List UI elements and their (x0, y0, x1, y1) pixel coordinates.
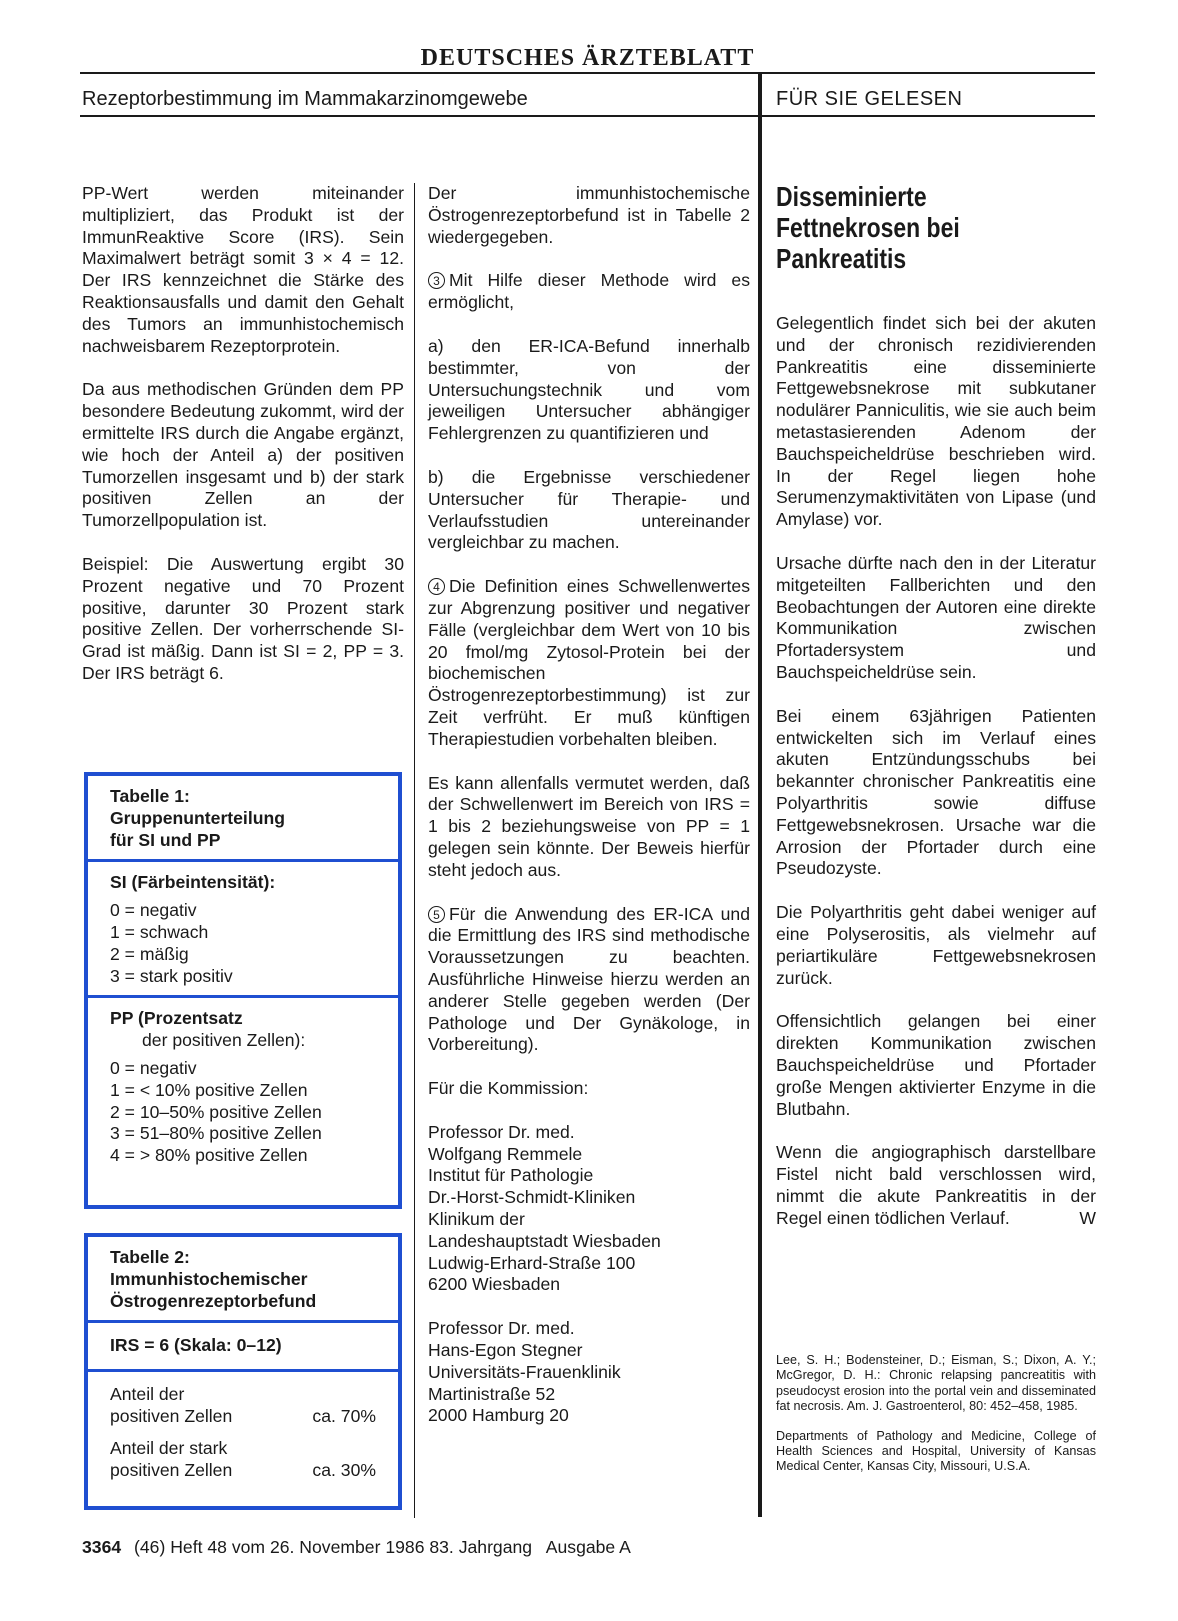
row-label: positiven Zellen (110, 1405, 233, 1426)
irs-value: IRS = 6 (Skala: 0–12) (110, 1335, 282, 1356)
list-item: 4 = > 80% positive Zellen (110, 1145, 308, 1166)
paragraph: Ursache dürfte nach den in der Literatur mitgeteilten Fallberichten und den Beobachtungen der Autoren eine direkte Kommunikation zwischen Pfortadersystem und Bauchspeicheldrüse sein. (776, 552, 1096, 682)
row-value: ca. 30% (312, 1459, 376, 1480)
pp-subheading: der positiven Zellen): (142, 1030, 306, 1051)
header-rule (80, 115, 1095, 117)
column-divider-thin (414, 183, 415, 1518)
paragraph (428, 576, 750, 750)
paragraph: Für die Kommission: (428, 1078, 589, 1099)
paragraph-text: Mit Hilfe dieser Methode wird es ermöglicht, (428, 270, 750, 313)
column-2 (428, 183, 750, 1427)
table-1-title (88, 776, 398, 859)
references (776, 1353, 1096, 1489)
table-title-line: Gruppenunterteilung (110, 807, 285, 828)
section-header-left: Rezeptorbestimmung im Mammakarzinomgewebe (82, 88, 528, 110)
section-header-right: FÜR SIE GELESEN (776, 88, 963, 110)
reference: Lee, S. H.; Bodensteiner, D.; Eisman, S.; Dixon, A. Y.; McGregor, D. H.: Chronic relapsing pancreatitis with pseudocyst erosion into the portal vein and disseminated fat necrosis. Am. J. Gastroenterol, 80: 452–458, 1985. (776, 1353, 1096, 1414)
paragraph-text: Für die Anwendung des ER-ICA und die Ermittlung des IRS sind methodische Voraussetzungen zu beachten. Ausführliche Hinweise hierzu werden an anderer Stelle gegeben werden (Der Pathologe und Der Gynäkologe, in Vorbereitung). (428, 903, 750, 1055)
address-block (428, 1122, 750, 1296)
author-sign: W (1079, 1207, 1096, 1228)
si-heading: SI (Färbeintensität): (110, 872, 276, 893)
list-item: 2 = 10–50% positive Zellen (110, 1101, 322, 1122)
address-line: Dr.-Horst-Schmidt-Kliniken (428, 1187, 636, 1208)
column-divider-bold (758, 72, 762, 1517)
paragraph (428, 270, 750, 314)
list-item: 2 = mäßig (110, 943, 189, 964)
table-title-line: Tabelle 1: (110, 786, 190, 806)
title-line: Disseminierte (776, 181, 927, 212)
paragraph-text: Die Definition eines Schwellenwertes zur Abgrenzung positiver und negativer Fälle (vergleichbar dem Wert von 10 bis 20 fmol/mg Zytosol-Protein bei der biochemischen Östrogenrezeptorbestimmung) ist zur Zeit verfrüht. Er muß künftigen Therapiestudien vorbehalten bleiben. (428, 576, 750, 749)
address-line: Universitäts-Frauenklinik (428, 1361, 621, 1382)
table-1-si-section (88, 859, 398, 995)
table-1 (84, 772, 402, 1209)
table-title-line: für SI und PP (110, 829, 221, 850)
paragraph: Gelegentlich findet sich bei der akuten und der chronisch rezidivierenden Pankreatitis eine disseminierte Fettgewebsnekrose mit subkutaner nodulärer Panniculitis, wie sie auch beim metastasierenden Adenom der Bauchspeicheldrüse beschrieben wird. In der Regel liegen hohe Serumenzymaktivitäten von Lipase (und Amylase) vor. (776, 313, 1096, 530)
address-block (428, 1318, 750, 1427)
page-number: 3364 (82, 1537, 122, 1557)
paragraph: Bei einem 63jährigen Patienten entwickelten sich im Verlauf eines akuten Entzündungsschubs bei bekannter chronischer Pankreatitis eine Polyarthritis sowie diffuse Fettgewebsnekrosen. Ursache war die Arrosion der Pfortader durch eine Pseudozyste. (776, 705, 1096, 879)
table-row (110, 1384, 376, 1428)
row-label: Anteil der stark (110, 1437, 228, 1458)
number-5-icon: 5 (428, 906, 445, 923)
number-3-icon: 3 (428, 272, 445, 289)
address-line: 2000 Hamburg 20 (428, 1405, 569, 1426)
paragraph: b) die Ergebnisse verschiedener Untersucher für Therapie- und Verlaufsstudien untereinander vergleichbar zu machen. (428, 466, 750, 553)
issue-info: (46) Heft 48 vom 26. November 1986 83. Jahrgang Ausgabe A (134, 1537, 631, 1557)
address-line: Hans-Egon Stegner (428, 1340, 583, 1361)
column-1 (82, 183, 404, 707)
list-item: 0 = negativ (110, 1057, 197, 1078)
address-line: Klinikum der (428, 1209, 525, 1230)
address-line: Ludwig-Erhard-Straße 100 (428, 1252, 636, 1273)
paragraph: Offensichtlich gelangen bei einer direkten Kommunikation zwischen Bauchspeicheldrüse und Pfortader große Mengen aktivierter Enzyme in die Blutbahn. (776, 1011, 1096, 1119)
table-2-title (88, 1237, 398, 1320)
table-row (110, 1438, 376, 1482)
table-2-values (88, 1369, 398, 1489)
table-title-line: Östrogenrezeptorbefund (110, 1290, 317, 1311)
article-title (776, 181, 1038, 274)
address-line: Martinistraße 52 (428, 1383, 556, 1404)
address-line: Landeshauptstadt Wiesbaden (428, 1230, 661, 1251)
table-2 (84, 1233, 402, 1510)
address-line: Institut für Pathologie (428, 1165, 594, 1186)
list-item: 3 = 51–80% positive Zellen (110, 1123, 322, 1144)
title-line: Fettnekrosen bei (776, 212, 960, 243)
list-item: 1 = schwach (110, 921, 209, 942)
paragraph: PP-Wert werden miteinander multipliziert, das Produkt ist der ImmunReaktive Score (IRS). Sein Maximalwert beträgt somit 3 × 4 = 12. Der IRS kennzeichnet die Stärke des Reaktionsausfalls und damit den Gehalt des Tumors an immunhistochemisch nachweisbarem Rezeptorprotein. (82, 183, 404, 356)
address-line: 6200 Wiesbaden (428, 1274, 561, 1295)
paragraph: Der immunhistochemische Östrogenrezeptorbefund ist in Tabelle 2 wiedergegeben. (428, 183, 750, 247)
paragraph: Beispiel: Die Auswertung ergibt 30 Prozent negative und 70 Prozent positive, darunter 30 Prozent stark positive Zellen. Der vorherrschende SI-Grad ist mäßig. Dann ist SI = 2, PP = 3. Der IRS beträgt 6. (82, 553, 404, 683)
list-item: 1 = < 10% positive Zellen (110, 1079, 308, 1100)
table-1-pp-section (88, 995, 398, 1175)
row-label: positiven Zellen (110, 1459, 233, 1480)
paragraph: Die Polyarthritis geht dabei weniger auf eine Polyserositis, als vielmehr auf periartikuläre Fettgewebsnekrosen zurück. (776, 902, 1096, 988)
paragraph: a) den ER-ICA-Befund innerhalb bestimmter, von der Untersuchungstechnik und vom jeweiligen Untersucher abhängiger Fehlergrenzen zu quantifizieren und (428, 335, 750, 444)
paragraph (776, 1142, 1096, 1229)
row-label: Anteil der (110, 1384, 185, 1405)
row-value: ca. 70% (312, 1405, 376, 1426)
page-footer (82, 1536, 631, 1558)
table-title-line: Tabelle 2: (110, 1247, 190, 1267)
table-2-irs (88, 1320, 398, 1369)
list-item: 0 = negativ (110, 900, 197, 921)
title-line: Pankreatitis (776, 243, 907, 274)
address-line: Professor Dr. med. (428, 1318, 575, 1339)
table-title-line: Immunhistochemischer (110, 1268, 308, 1289)
address-line: Wolfgang Remmele (428, 1143, 583, 1164)
pp-heading: PP (Prozentsatz (110, 1008, 243, 1029)
address-line: Professor Dr. med. (428, 1121, 575, 1142)
paragraph: Da aus methodischen Gründen dem PP besondere Bedeutung zukommt, wird der ermittelte IRS durch die Angabe ergänzt, wie hoch der Anteil a) der positiven Tumorzellen insgesamt und b) der stark positiven Zellen an der Tumorzellpopulation ist. (82, 379, 404, 531)
reference: Departments of Pathology and Medicine, College of Health Sciences and Hospital, University of Kansas Medical Center, Kansas City, Missouri, U.S.A. (776, 1428, 1096, 1474)
column-3 (776, 313, 1096, 1229)
paragraph-text: Wenn die angiographisch darstellbare Fistel nicht bald verschlossen wird, nimmt die akute Pankreatitis in der Regel einen tödlichen Verlauf. (776, 1142, 1096, 1228)
number-4-icon: 4 (428, 578, 445, 595)
list-item: 3 = stark positiv (110, 965, 233, 986)
paragraph (428, 904, 750, 1057)
masthead: DEUTSCHES ÄRZTEBLATT (420, 45, 755, 71)
paragraph: Es kann allenfalls vermutet werden, daß der Schwellenwert im Bereich von IRS = 1 bis 2 beziehungsweise von PP = 1 gelegen sein könnte. Der Beweis hierfür steht jedoch aus. (428, 772, 750, 880)
masthead-rule (80, 72, 1095, 74)
